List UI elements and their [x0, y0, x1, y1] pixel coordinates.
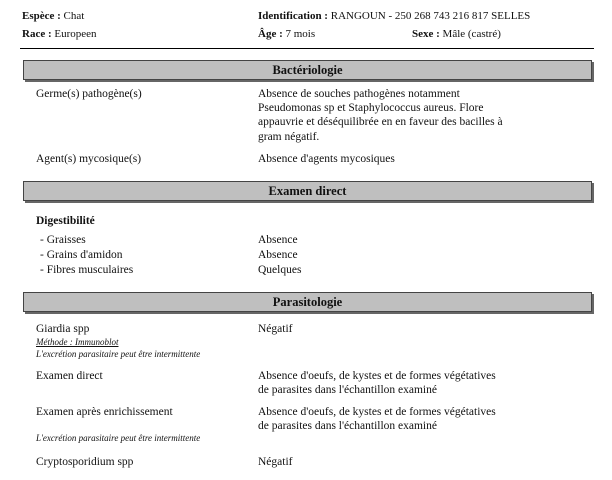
- age-value: 7 mois: [285, 28, 316, 40]
- germes-value-line: gram négatif.: [258, 130, 320, 143]
- section-parasitologie: Parasitologie: [23, 292, 592, 312]
- fibres-label: - Fibres musculaires: [40, 264, 134, 276]
- graisses-label: - Graisses: [40, 234, 86, 246]
- cryptosporidium-label: Cryptosporidium spp: [36, 456, 134, 468]
- giardia-label: Giardia spp: [36, 323, 90, 335]
- parasito-examen-direct-line: Absence d'oeufs, de kystes et de formes végétatives: [258, 370, 496, 382]
- germes-value-line: Pseudomonas sp et Staphylococcus aureus. Flore: [258, 102, 484, 115]
- race-value: Europeen: [54, 28, 97, 40]
- amidon-value: Absence: [258, 249, 298, 261]
- parasito-examen-direct-label: Examen direct: [36, 370, 103, 382]
- identification-value: RANGOUN - 250 268 743 216 817 SELLES: [330, 10, 531, 22]
- giardia-method: Méthode : Immunoblot: [36, 337, 119, 347]
- race-field: [22, 28, 97, 41]
- enrichissement-label: Examen après enrichissement: [36, 406, 173, 418]
- enrichissement-line: Absence d'oeufs, de kystes et de formes végétatives: [258, 406, 496, 418]
- enrichissement-note: L'excrétion parasitaire peut être intermittente: [36, 433, 201, 443]
- enrichissement-value: [258, 405, 558, 433]
- sexe-value: Mâle (castré): [442, 28, 501, 40]
- parasito-examen-direct-value: [258, 369, 558, 397]
- section-bacteriologie: Bactériologie: [23, 60, 592, 80]
- germes-value-line: appauvrie et déséquilibrée en en faveur des bacilles à: [258, 116, 503, 129]
- cryptosporidium-value: Négatif: [258, 456, 293, 468]
- age-label: Âge :: [258, 28, 283, 40]
- espece-label: Espèce :: [22, 10, 61, 22]
- germes-label: Germe(s) pathogène(s): [36, 88, 142, 100]
- germes-value-line: Absence de souches pathogènes notamment: [258, 88, 460, 100]
- identification-label: Identification :: [258, 10, 328, 22]
- parasito-examen-direct-line: de parasites dans l'échantillon examiné: [258, 384, 437, 397]
- espece-value: Chat: [63, 10, 85, 22]
- giardia-note: L'excrétion parasitaire peut être intermittente: [36, 349, 201, 359]
- fibres-value: Quelques: [258, 264, 302, 276]
- amidon-label: - Grains d'amidon: [40, 249, 123, 261]
- sexe-field: [412, 28, 501, 41]
- graisses-value: Absence: [258, 234, 298, 246]
- espece-field: [22, 10, 84, 23]
- enrichissement-line: de parasites dans l'échantillon examiné: [258, 420, 437, 433]
- digestibilite-heading: Digestibilité: [36, 215, 95, 227]
- giardia-value: Négatif: [258, 323, 293, 335]
- header-divider: [20, 48, 594, 49]
- age-field: [258, 28, 315, 41]
- sexe-label: Sexe :: [412, 28, 440, 40]
- identification-field: [258, 10, 530, 23]
- mycosique-label: Agent(s) mycosique(s): [36, 153, 142, 165]
- race-label: Race :: [22, 28, 52, 40]
- germes-value: [258, 87, 558, 144]
- section-examen-direct: Examen direct: [23, 181, 592, 201]
- mycosique-value: Absence d'agents mycosiques: [258, 153, 395, 165]
